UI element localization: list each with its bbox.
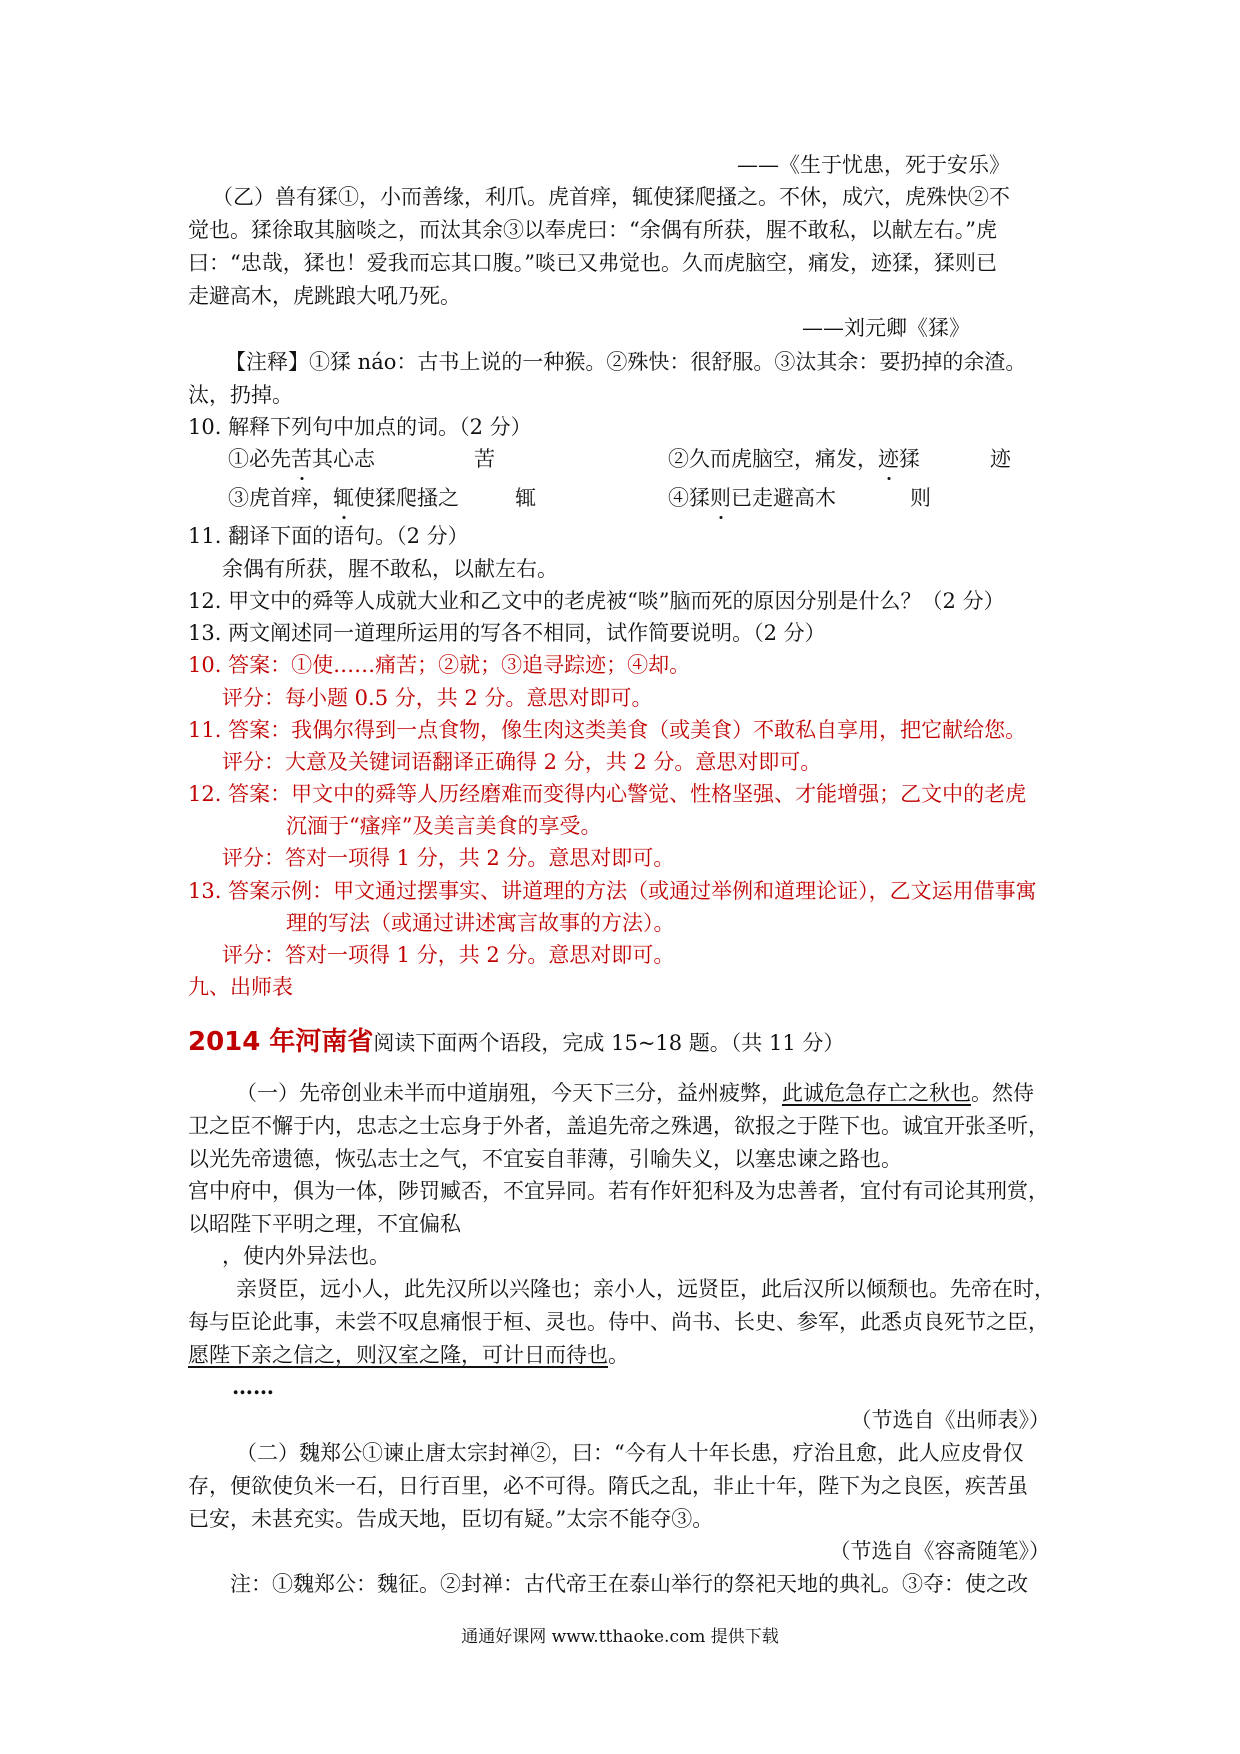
passage-line: 卫之臣不懈于内，忠志之士忘身于外者，盖追先帝之殊遇，欲报之于陛下也。诚宜开张圣听， <box>188 1114 1049 1138</box>
annotation-line: 汰，扔掉。 <box>188 383 293 407</box>
text-line: 觉也。猱徐取其脑啖之，而汰其余③以奉虎曰：“余偶有所获，腥不敢私，以献左右。”虎 <box>188 218 997 242</box>
footer-source: 通通好课网 www.tthaoke.com 提供下载 <box>461 1627 779 1647</box>
answer-12: 12. 答案：甲文中的舜等人历经磨难而变得内心警觉、性格坚强、才能增强；乙文中的老虎 <box>188 782 1027 806</box>
question-10: 10. 解释下列句中加点的词。（2 分） <box>188 415 532 439</box>
text-line: （乙）兽有猱①，小而善缘，利爪。虎首痒，辄使猱爬搔之。不休，成穴，虎殊快②不 <box>212 185 1010 209</box>
question-item: ④猱则已走避高木 <box>668 483 836 513</box>
text-line: 曰：“忠哉，猱也！爱我而忘其口腹。”啖已又弗觉也。久而虎脑空，痛发，迹猱，猱则已 <box>188 251 997 275</box>
passage-line: 宫中府中，俱为一体，陟罚臧否，不宜异同。若有作奸犯科及为忠善者，宜付有司论其刑赏， <box>188 1179 1049 1203</box>
answer-10: 10. 答案：①使……痛苦；②就；③追寻踪迹；④却。 <box>188 653 691 677</box>
text-line: 走避高木，虎跳踉大吼乃死。 <box>188 284 461 308</box>
answer-blank-word: 迹 <box>990 447 1011 471</box>
answer-blank-word: 则 <box>910 486 931 510</box>
annotation-line: 注：①魏郑公：魏征。②封禅：古代帝王在泰山举行的祭祀天地的典礼。③夺：使之改 <box>230 1572 1028 1596</box>
question-item: ③虎首痒，辄使猱爬搔之 <box>228 483 459 513</box>
answer-blank-word: 辄 <box>515 486 536 510</box>
scoring-12: 评分：答对一项得 1 分，共 2 分。意思对即可。 <box>222 846 675 870</box>
passage-line: 每与臣论此事，未尝不叹息痛恨于桓、灵也。侍中、尚书、长史、参军，此悉贞良死节之臣， <box>188 1310 1049 1334</box>
scoring-13: 评分：答对一项得 1 分，共 2 分。意思对即可。 <box>222 943 675 967</box>
question-12: 12. 甲文中的舜等人成就大业和乙文中的老虎被“啖”脑而死的原因分别是什么？（2 分） <box>188 589 1005 613</box>
question-item: ②久而虎脑空，痛发，迹猱 <box>668 444 920 474</box>
source-citation: （节选自《出师表》） <box>850 1408 1050 1432</box>
annotation-line: 【注释】①猱 náo：古书上说的一种猴。②殊快：很舒服。③汰其余：要扔掉的余渣。 <box>225 350 1027 374</box>
scoring-11: 评分：大意及关键词语翻译正确得 2 分，共 2 分。意思对即可。 <box>222 750 822 774</box>
underlined-sentence: 愿陛下亲之信之，则汉室之隆，可计日而待也 <box>188 1343 608 1367</box>
answer-blank-word: 苦 <box>474 447 495 471</box>
passage-line: 以昭陛下平明之理，不宜偏私 <box>188 1212 461 1236</box>
section-title: 九、出师表 <box>188 975 293 999</box>
source-citation: ——刘元卿《猱》 <box>802 316 970 340</box>
answer-12-cont: 沉湎于“瘙痒”及美言美食的享受。 <box>286 814 602 838</box>
exam-heading: 2014 年河南省阅读下面两个语段，完成 15~18 题。（共 11 分） <box>188 1027 845 1057</box>
ellipsis: …… <box>232 1374 274 1399</box>
text-line: 余偶有所获，腥不敢私，以献左右。 <box>222 557 558 581</box>
answer-13-cont: 理的写法（或通过讲述寓言故事的方法）。 <box>286 911 675 935</box>
answer-11: 11. 答案：我偶尔得到一点食物，像生肉这类美食（或美食）不敢私自享用，把它献给您。 <box>188 718 1027 742</box>
scoring-10: 评分：每小题 0.5 分，共 2 分。意思对即可。 <box>222 686 653 710</box>
source-citation: ——《生于忧患，死于安乐》 <box>737 153 1010 177</box>
source-citation: （节选自《容斋随笔》） <box>829 1539 1050 1563</box>
question-item: ①必先苦其心志 <box>228 444 375 474</box>
exam-year-province: 2014 年河南省 <box>188 1027 374 1057</box>
question-11: 11. 翻译下面的语句。（2 分） <box>188 524 469 548</box>
passage-line: 存，便欲使负米一石，日行百里，必不可得。隋氏之乱，非止十年，陛下为之良医，疾苦虽 <box>188 1474 1028 1498</box>
answer-13: 13. 答案示例：甲文通过摆事实、讲道理的方法（或通过举例和道理论证），乙文运用借事寓 <box>188 879 1037 903</box>
passage-line: （一）先帝创业未半而中道崩殂，今天下三分，益州疲弊，此诚危急存亡之秋也。然侍 <box>236 1081 1034 1105</box>
passage-line: 已安，未甚充实。告成天地，臣切有疑。”太宗不能夺③。 <box>188 1507 714 1531</box>
passage-line: 亲贤臣，远小人，此先汉所以兴隆也；亲小人，远贤臣，此后汉所以倾颓也。先帝在时， <box>236 1277 1055 1301</box>
underlined-sentence: 此诚危急存亡之秋也 <box>782 1081 971 1105</box>
passage-line: 以光先帝遗德，恢弘志士之气，不宜妄自菲薄，引喻失义，以塞忠谏之路也。 <box>188 1147 902 1171</box>
question-13: 13. 两文阐述同一道理所运用的写各不相同，试作简要说明。（2 分） <box>188 621 826 645</box>
passage-line: ，使内外异法也。 <box>222 1244 390 1268</box>
passage-line: （二）魏郑公①谏止唐太宗封禅②，曰：“今有人十年长患，疗治且愈，此人应皮骨仅 <box>236 1441 1024 1465</box>
passage-line: 愿陛下亲之信之，则汉室之隆，可计日而待也。 <box>188 1343 629 1367</box>
